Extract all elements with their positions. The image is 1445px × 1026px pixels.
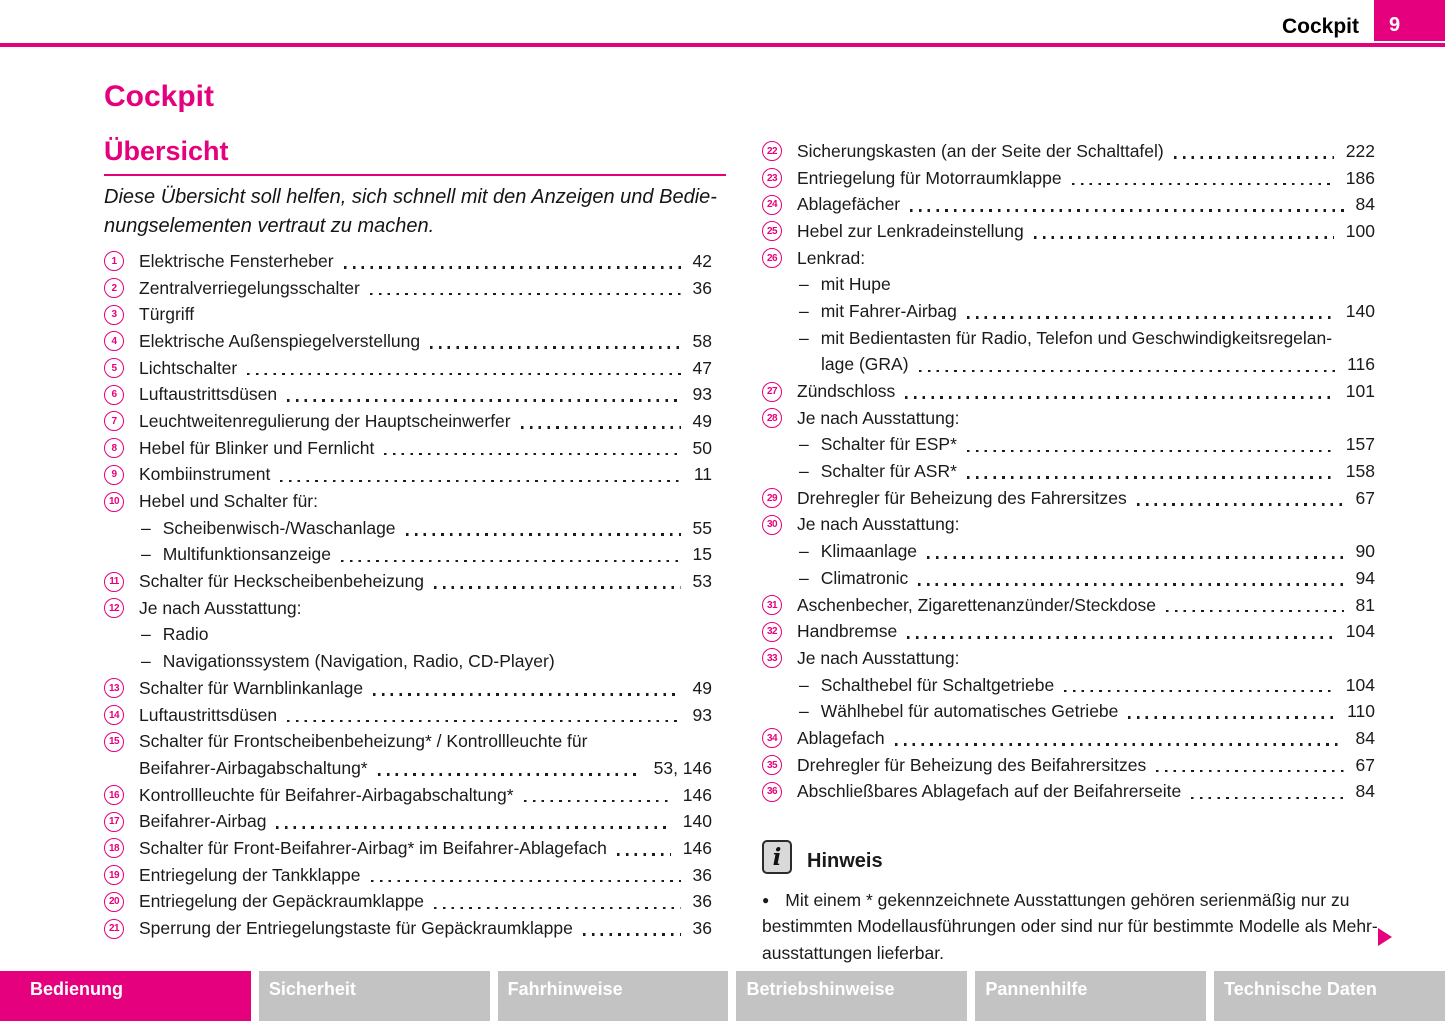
toc-item [104, 248, 712, 275]
item-number-badge: 11 [104, 572, 124, 592]
toc-subitem [104, 755, 712, 782]
entry-label: Elektrische Außenspiegelverstellung [139, 330, 421, 351]
entry-label: Je nach Ausstattung: [797, 407, 960, 428]
toc-item [762, 512, 1375, 539]
item-number-badge: 2 [104, 278, 124, 298]
note-block [762, 840, 1390, 966]
toc-item [104, 408, 712, 435]
entry-label: Handbremse [797, 621, 898, 642]
toc-subitem [762, 565, 1375, 592]
toc-item [762, 138, 1375, 165]
item-number-badge: 17 [104, 812, 124, 832]
entry-label: Schalter für Front-Beifahrer-Airbag* im Beifahrer-Ablagefach [139, 837, 607, 858]
item-number-badge: 35 [762, 755, 782, 775]
toc-subitem [104, 648, 712, 675]
note-title: Hinweis [807, 850, 883, 872]
dotted-leader [1128, 716, 1335, 719]
intro-line: nungselementen vertraut zu machen. [104, 215, 435, 237]
toc-item [104, 435, 712, 462]
footer-tab-sicherheit[interactable] [259, 971, 490, 1021]
entry-label: Hebel und Schalter für: [139, 491, 318, 512]
dotted-leader [521, 426, 681, 429]
item-number-badge: 15 [104, 732, 124, 752]
toc-item [104, 808, 712, 835]
entry-label: Ablagefächer [797, 194, 901, 215]
item-number-badge: 9 [104, 465, 124, 485]
toc-item [762, 779, 1375, 806]
page-ref: 90 [1355, 541, 1375, 562]
dash-mark: – [141, 544, 151, 565]
page-ref: 84 [1355, 727, 1375, 748]
item-number-badge: 10 [104, 492, 124, 512]
dotted-leader [373, 693, 680, 696]
dotted-leader [287, 399, 680, 402]
page-ref: 58 [692, 330, 712, 351]
dotted-leader [905, 396, 1334, 399]
item-number-badge: 7 [104, 411, 124, 431]
item-number-badge: 13 [104, 678, 124, 698]
item-number-badge: 25 [762, 221, 782, 241]
page-ref: 36 [692, 891, 712, 912]
toc-item [104, 782, 712, 809]
entry-label: mit Bedientasten für Radio, Telefon und Geschwindigkeitsregelan- [820, 327, 1333, 348]
next-page-arrow-icon[interactable] [1378, 928, 1392, 946]
page-ref: 67 [1355, 487, 1375, 508]
dotted-leader [276, 826, 670, 829]
dotted-leader [341, 560, 681, 563]
dash-mark: – [799, 274, 809, 295]
page-ref: 93 [692, 384, 712, 405]
dotted-leader [617, 853, 671, 856]
toc-item [762, 725, 1375, 752]
dotted-leader [1156, 770, 1343, 773]
header-divider [0, 43, 1445, 47]
entry-label: Schalter für Heckscheibenbeheizung [139, 571, 425, 592]
page-ref: 186 [1345, 167, 1375, 188]
item-number-badge: 33 [762, 648, 782, 668]
toc-subitem [762, 432, 1375, 459]
item-number-badge: 14 [104, 705, 124, 725]
entry-label: Entriegelung der Tankklappe [139, 864, 361, 885]
bullet-icon: ● [762, 893, 770, 907]
intro-paragraph [104, 183, 744, 241]
toc-item [762, 245, 1375, 272]
page-ref: 53, 146 [653, 757, 712, 778]
toc-item [104, 595, 712, 622]
dotted-leader [434, 586, 680, 589]
entry-label: lage (GRA) [821, 354, 909, 375]
page-ref: 36 [692, 918, 712, 939]
page-ref: 67 [1355, 754, 1375, 775]
entry-label: Kontrollleuchte für Beifahrer-Airbagabschaltung* [139, 784, 514, 805]
dotted-leader [967, 476, 1334, 479]
entry-label: Beifahrer-Airbagabschaltung* [139, 757, 368, 778]
toc-subitem [104, 515, 712, 542]
entry-label: Lenkrad: [797, 247, 866, 268]
entry-label: Abschließbares Ablagefach auf der Beifahrerseite [797, 781, 1182, 802]
toc-subitem [762, 271, 1375, 298]
page-ref: 140 [1345, 300, 1375, 321]
page-ref: 110 [1347, 701, 1375, 722]
header-section-title: Cockpit [1281, 15, 1359, 38]
page-ref: 49 [692, 677, 712, 698]
entry-label: Beifahrer-Airbag [139, 811, 267, 832]
entry-label: Radio [162, 624, 209, 645]
dotted-leader [927, 556, 1343, 559]
entry-label: Türgriff [139, 304, 195, 325]
toc-item [104, 728, 712, 755]
dash-mark: – [141, 651, 151, 672]
section-heading-label: Übersicht [104, 136, 726, 176]
dotted-leader [371, 880, 681, 883]
entry-label: Hebel für Blinker und Fernlicht [139, 437, 375, 458]
entry-label: Sperrung der Entriegelungstaste für Gepäckraumklappe [139, 918, 573, 939]
toc-item [762, 592, 1375, 619]
dotted-leader [1191, 797, 1343, 800]
footer-tab-technische-daten[interactable] [1214, 971, 1445, 1021]
page-ref: 49 [692, 410, 712, 431]
dotted-leader [344, 266, 681, 269]
item-number-badge: 8 [104, 438, 124, 458]
toc-subitem [104, 542, 712, 569]
entry-label: Elektrische Fensterheber [139, 250, 334, 271]
toc-item [104, 862, 712, 889]
page-ref: 140 [682, 811, 712, 832]
item-number-badge: 4 [104, 331, 124, 351]
entry-label: Schalter für Warnblinkanlage [139, 677, 364, 698]
toc-item [762, 378, 1375, 405]
dash-mark: – [141, 517, 151, 538]
item-number-badge: 20 [104, 892, 124, 912]
page-ref: 81 [1355, 594, 1375, 615]
entry-label: Luftaustrittsdüsen [139, 704, 278, 725]
entry-label: Climatronic [820, 567, 909, 588]
toc-item [104, 301, 712, 328]
item-number-badge: 34 [762, 728, 782, 748]
footer-tab-betriebshinweise[interactable] [736, 971, 967, 1021]
page-ref: 146 [682, 784, 712, 805]
page-ref: 100 [1345, 220, 1375, 241]
page-ref: 104 [1345, 674, 1375, 695]
entry-label: Klimaanlage [820, 541, 918, 562]
entry-label: Multifunktionsanzeige [162, 544, 332, 565]
dotted-leader [247, 373, 680, 376]
item-number-badge: 22 [762, 141, 782, 161]
entry-label: Lichtschalter [139, 357, 238, 378]
toc-subitem [762, 352, 1375, 379]
toc-item [762, 165, 1375, 192]
page-ref: 94 [1355, 567, 1375, 588]
entry-label: Ablagefach [797, 727, 885, 748]
dotted-leader [1034, 236, 1334, 239]
toc-item [104, 702, 712, 729]
page-ref: 84 [1355, 781, 1375, 802]
footer-tab-bedienung[interactable] [0, 971, 251, 1021]
dotted-leader [434, 907, 680, 910]
toc-item [104, 889, 712, 916]
dotted-leader [378, 773, 642, 776]
footer-tab-fahrhinweise[interactable] [498, 971, 729, 1021]
note-line: ● Mit einem * gekennzeichnete Ausstattungen gehören serienmäßig nur zu [762, 890, 1350, 910]
item-number-badge: 21 [104, 919, 124, 939]
entry-label: Entriegelung der Gepäckraumklappe [139, 891, 425, 912]
page-ref: 158 [1345, 461, 1375, 482]
info-icon: i [762, 840, 792, 874]
page-title: Cockpit [104, 80, 215, 113]
footer-tab-pannenhilfe[interactable] [975, 971, 1206, 1021]
dotted-leader [967, 316, 1334, 319]
toc-subitem [762, 458, 1375, 485]
item-number-badge: 3 [104, 305, 124, 325]
dotted-leader [1137, 503, 1344, 506]
item-number-badge: 28 [762, 408, 782, 428]
dotted-leader [907, 636, 1334, 639]
dotted-leader [406, 533, 681, 536]
entry-label: Scheibenwisch-/Waschanlage [162, 517, 396, 538]
dotted-leader [524, 800, 671, 803]
dotted-leader [895, 743, 1344, 746]
dotted-leader [967, 450, 1334, 453]
item-number-badge: 23 [762, 168, 782, 188]
dotted-leader [370, 293, 681, 296]
item-number-badge: 5 [104, 358, 124, 378]
toc-item [762, 645, 1375, 672]
entry-label: Drehregler für Beheizung des Fahrersitzes [797, 487, 1127, 508]
toc-subitem [762, 698, 1375, 725]
page-ref: 42 [692, 250, 712, 271]
item-number-badge: 16 [104, 785, 124, 805]
toc-item [762, 191, 1375, 218]
dash-mark: – [799, 701, 809, 722]
page-ref: 55 [692, 517, 712, 538]
footer-tab-label: Bedienung [30, 979, 123, 999]
dotted-leader [1166, 610, 1344, 613]
dash-mark: – [799, 327, 809, 348]
entry-label: Hebel zur Lenkradeinstellung [797, 220, 1024, 241]
toc-item [762, 618, 1375, 645]
page-ref: 15 [692, 544, 712, 565]
footer-tab-label: Betriebshinweise [746, 979, 895, 999]
entry-label: Schalthebel für Schaltgetriebe [820, 674, 1055, 695]
note-body [762, 887, 1390, 966]
note-header [762, 840, 1390, 874]
toc-item [104, 328, 712, 355]
toc-column-left [104, 248, 712, 942]
item-number-badge: 32 [762, 622, 782, 642]
entry-label: Je nach Ausstattung: [139, 597, 302, 618]
toc-subitem [762, 298, 1375, 325]
dotted-leader [1072, 183, 1334, 186]
toc-item [104, 275, 712, 302]
page-ref: 93 [692, 704, 712, 725]
entry-label: Schalter für ASR* [820, 461, 957, 482]
toc-subitem [762, 325, 1375, 352]
entry-label: Aschenbecher, Zigarettenanzünder/Steckdose [797, 594, 1156, 615]
entry-label: Wählhebel für automatisches Getriebe [820, 701, 1119, 722]
item-number-badge: 30 [762, 515, 782, 535]
footer-tab-label: Technische Daten [1224, 979, 1377, 999]
item-number-badge: 12 [104, 598, 124, 618]
dotted-leader [919, 370, 1336, 373]
dotted-leader [918, 583, 1343, 586]
item-number-badge: 6 [104, 385, 124, 405]
toc-item [762, 485, 1375, 512]
page-ref: 50 [692, 437, 712, 458]
toc-item [104, 568, 712, 595]
page-number-badge: 9 [1374, 0, 1445, 41]
toc-item [104, 355, 712, 382]
entry-label: Zentralverriegelungsschalter [139, 277, 360, 298]
item-number-badge: 26 [762, 248, 782, 268]
dotted-leader [430, 346, 680, 349]
entry-label: Je nach Ausstattung: [797, 647, 960, 668]
toc-item [104, 835, 712, 862]
entry-label: Entriegelung für Motorraumklappe [797, 167, 1062, 188]
toc-column-right [762, 138, 1375, 805]
toc-item [104, 462, 712, 489]
page-ref: 101 [1345, 381, 1375, 402]
toc-subitem [762, 672, 1375, 699]
page-ref: 146 [682, 837, 712, 858]
page-ref: 11 [693, 464, 712, 485]
note-line: ausstattungen lieferbar. [762, 942, 944, 963]
entry-label: Leuchtweitenregulierung der Hauptscheinwerfer [139, 410, 511, 431]
item-number-badge: 36 [762, 782, 782, 802]
dotted-leader [287, 720, 680, 723]
page-ref: 157 [1345, 434, 1375, 455]
footer-tab-label: Pannenhilfe [985, 979, 1088, 999]
page-ref: 104 [1345, 621, 1375, 642]
page-ref: 47 [692, 357, 712, 378]
entry-label: Luftaustrittsdüsen [139, 384, 278, 405]
dotted-leader [280, 480, 682, 483]
dotted-leader [1174, 156, 1334, 159]
item-number-badge: 31 [762, 595, 782, 615]
toc-subitem [104, 622, 712, 649]
dotted-leader [583, 933, 681, 936]
dotted-leader [1064, 690, 1334, 693]
toc-subitem [762, 538, 1375, 565]
toc-item [762, 405, 1375, 432]
dash-mark: – [799, 300, 809, 321]
toc-item [762, 218, 1375, 245]
footer-tab-label: Fahrhinweise [507, 979, 623, 999]
entry-label: mit Hupe [820, 274, 891, 295]
toc-item [104, 915, 712, 942]
page-ref: 53 [692, 571, 712, 592]
page-ref: 36 [692, 864, 712, 885]
entry-label: Kombiinstrument [139, 464, 271, 485]
page-ref: 84 [1355, 194, 1375, 215]
page-ref: 222 [1345, 140, 1375, 161]
toc-item [104, 488, 712, 515]
item-number-badge: 29 [762, 488, 782, 508]
dash-mark: – [799, 434, 809, 455]
toc-item [762, 752, 1375, 779]
entry-label: Je nach Ausstattung: [797, 514, 960, 535]
section-heading [104, 136, 726, 176]
entry-label: Navigationssystem (Navigation, Radio, CD-Player) [162, 651, 555, 672]
page-ref: 36 [692, 277, 712, 298]
dash-mark: – [799, 567, 809, 588]
note-line: bestimmten Modellausführungen oder sind nur für bestimmte Modelle als Mehr- [762, 916, 1378, 937]
entry-label: Schalter für Frontscheibenbeheizung* / Kontrollleuchte für [139, 731, 588, 752]
entry-label: Schalter für ESP* [820, 434, 957, 455]
dotted-leader [910, 209, 1343, 212]
dash-mark: – [799, 461, 809, 482]
item-number-badge: 27 [762, 382, 782, 402]
item-number-badge: 18 [104, 838, 124, 858]
footer-tab-label: Sicherheit [268, 979, 356, 999]
entry-label: Drehregler für Beheizung des Beifahrersitzes [797, 754, 1147, 775]
dash-mark: – [799, 541, 809, 562]
item-number-badge: 19 [104, 865, 124, 885]
item-number-badge: 1 [104, 251, 124, 271]
dash-mark: – [141, 624, 151, 645]
footer-tab-bar [0, 971, 1445, 1021]
toc-item [104, 381, 712, 408]
dotted-leader [384, 453, 680, 456]
page-ref: 116 [1347, 354, 1375, 375]
intro-line: Diese Übersicht soll helfen, sich schnell mit den Anzeigen und Bedie- [104, 186, 717, 208]
entry-label: Sicherungskasten (an der Seite der Schalttafel) [797, 140, 1164, 161]
toc-item [104, 675, 712, 702]
dash-mark: – [799, 674, 809, 695]
entry-label: Zündschloss [797, 381, 896, 402]
entry-label: mit Fahrer-Airbag [820, 300, 957, 321]
item-number-badge: 24 [762, 195, 782, 215]
